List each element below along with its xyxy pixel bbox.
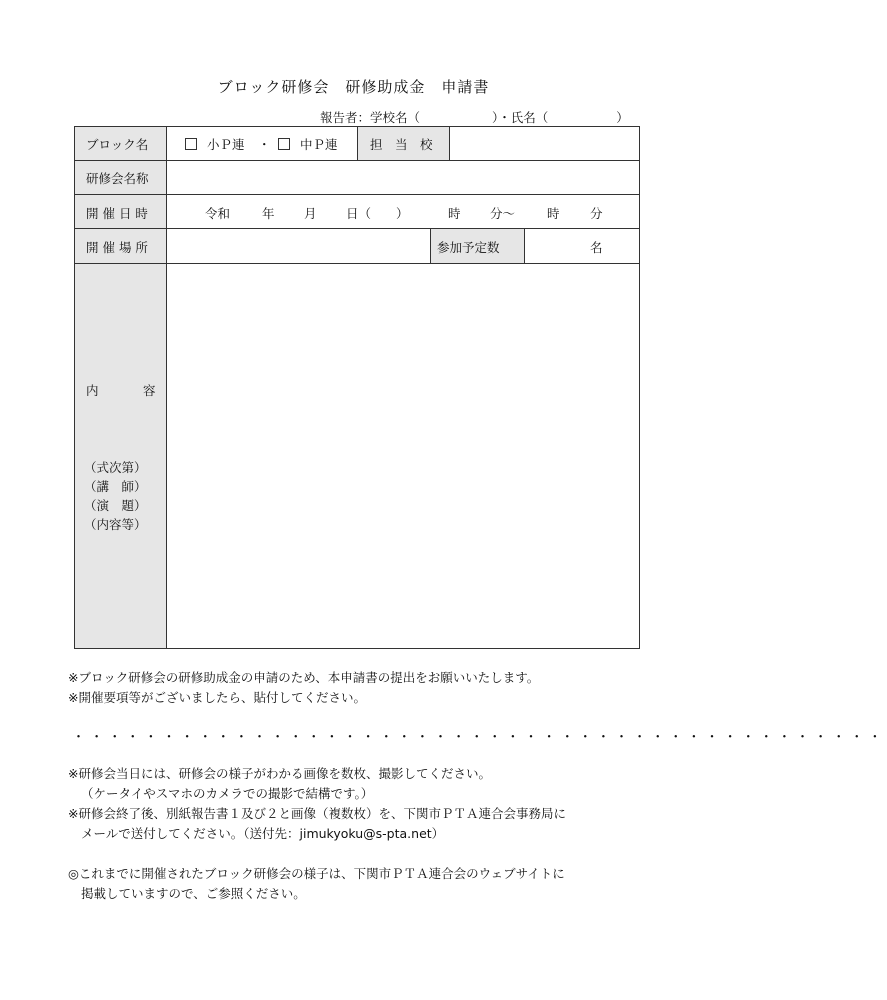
content-sub-details: （内容等） (84, 517, 147, 532)
participants-label: 参加予定数 (437, 240, 500, 255)
participants-input[interactable] (525, 229, 585, 263)
table-border-bottom (74, 648, 640, 649)
block-label: ブロック名 (86, 137, 149, 152)
note-line: ※研修会当日には、研修会の様子がわかる画像を数枚、撮影してください。 (68, 766, 491, 781)
school-input[interactable] (450, 127, 639, 160)
block-option-sho-label: 小Ｐ連 (206, 137, 245, 152)
table-border-right (639, 126, 640, 649)
time-end-hour: 時 (547, 206, 560, 221)
school-label: 担 当 校 (370, 137, 433, 152)
datetime-label: 開 催 日 時 (86, 206, 148, 221)
venue-input[interactable] (167, 229, 430, 263)
session-name-label: 研修会名称 (86, 171, 149, 186)
note-line: 掲載していますので、ご参照ください。 (81, 886, 306, 901)
session-name-input[interactable] (167, 161, 639, 194)
table-border-left (74, 126, 75, 649)
instruction-notes-top (68, 668, 539, 708)
reporter-close-paren: ） (616, 110, 629, 125)
note-line: ※研修会終了後、別紙報告書１及び２と画像（複数枚）を、下関市ＰＴＡ連合会事務局に (68, 806, 566, 821)
content-sub-topic: （演 題） (84, 498, 147, 513)
note-line: ※開催要項等がございましたら、貼付してください。 (68, 690, 366, 705)
date-year: 年 (262, 206, 275, 221)
content-label-first: 内 (86, 383, 99, 398)
date-reiwa: 令和 (205, 206, 231, 221)
block-option-sho[interactable] (185, 135, 245, 153)
table-row-divider (74, 194, 640, 195)
content-label-cell (75, 263, 166, 648)
school-label-left-divider (357, 126, 358, 160)
block-separator: ・ (258, 137, 271, 152)
note-line: ◎これまでに開催されたブロック研修会の様子は、下関市ＰＴＡ連合会のウェブサイトに (68, 866, 565, 881)
dotted-separator: ・・・・・・・・・・・・・・・・・・・・・・・・・・・・・・・・・・・・・・・・・・・・・ (72, 730, 887, 745)
time-end-minute: 分 (590, 206, 603, 221)
content-sub-ceremony: （式次第） (84, 460, 147, 475)
participants-left-divider (430, 228, 431, 263)
participants-unit: 名 (590, 240, 603, 255)
checkbox-sho[interactable] (185, 138, 197, 150)
reporter-line (320, 108, 629, 126)
note-line: （ケータイやスマホのカメラでの撮影で結構です。） (81, 786, 374, 801)
content-sub-lecturer: （講 師） (84, 479, 147, 494)
content-input[interactable] (167, 264, 639, 648)
time-start-hour: 時 (448, 206, 461, 221)
date-day-weekday: 日（ ） (346, 206, 409, 221)
reporter-name-label: ）・氏名（ (491, 110, 549, 125)
block-option-chu[interactable] (278, 135, 338, 153)
note-line: メールで送付してください。（送付先：jimukyoku@s-pta.net） (81, 826, 445, 841)
date-month: 月 (304, 206, 317, 221)
content-label-second: 容 (143, 383, 156, 398)
checkbox-chu[interactable] (278, 138, 290, 150)
note-line: ※ブロック研修会の研修助成金の申請のため、本申請書の提出をお願いいたします。 (68, 670, 540, 685)
venue-label: 開 催 場 所 (86, 240, 148, 255)
block-option-chu-label: 中Ｐ連 (299, 137, 338, 152)
instruction-notes-bottom (68, 764, 566, 904)
reporter-school-label: 報告者：学校名（ (320, 110, 421, 125)
time-start-minute: 分～ (490, 206, 516, 221)
document-title: ブロック研修会 研修助成金 申請書 (217, 78, 490, 96)
